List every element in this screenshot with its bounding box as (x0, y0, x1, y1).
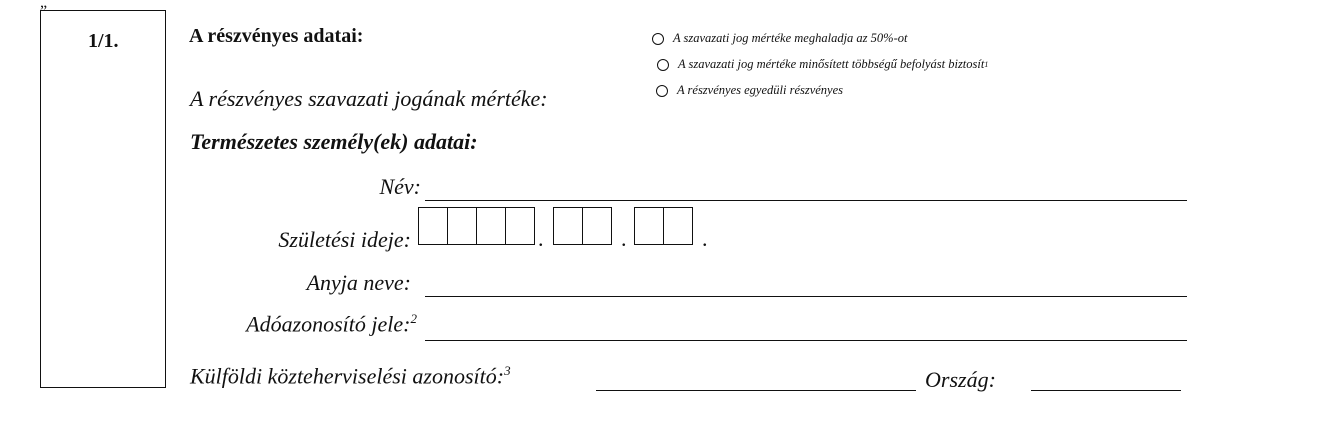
footnote-marker: 2 (410, 311, 417, 326)
voting-option-label: A szavazati jog mértéke minősített többségű befolyást biztosít (678, 57, 985, 71)
name-field[interactable] (425, 200, 1187, 201)
radio-icon[interactable] (652, 33, 664, 45)
natural-person-heading: Természetes személy(ek) adatai: (190, 129, 478, 154)
footnote-marker: 1 (984, 60, 989, 69)
opening-quote-mark: „ (40, 0, 48, 11)
voting-rights-label: A részvényes szavazati jogának mértéke: (190, 86, 548, 111)
digit-cell[interactable] (505, 208, 534, 244)
foreign-tax-id-field[interactable] (596, 390, 916, 391)
voting-option-sole-shareholder[interactable] (656, 83, 843, 98)
footnote-marker: 3 (504, 363, 511, 378)
digit-cell[interactable] (476, 208, 505, 244)
digit-cell[interactable] (582, 208, 611, 244)
voting-option-qualified-majority[interactable] (657, 57, 988, 72)
mother-name-field[interactable] (425, 296, 1187, 297)
name-label: Név: (379, 174, 421, 199)
digit-cell[interactable] (447, 208, 476, 244)
birth-day-field[interactable] (634, 207, 693, 245)
birth-year-field[interactable] (418, 207, 535, 245)
digit-cell[interactable] (635, 208, 663, 244)
tax-id-field[interactable] (425, 340, 1187, 341)
foreign-tax-id-label (190, 363, 511, 389)
radio-icon[interactable] (657, 59, 669, 71)
digit-cell[interactable] (663, 208, 692, 244)
birth-month-field[interactable] (553, 207, 612, 245)
section-number-box (40, 10, 166, 388)
voting-option-label: A részvényes egyedüli részvényes (677, 83, 844, 97)
date-separator: . (538, 226, 544, 251)
mother-name-label: Anyja neve: (306, 270, 411, 295)
section-number: 1/1. (88, 30, 119, 52)
tax-id-label (246, 311, 417, 337)
voting-option-over-50[interactable] (652, 31, 907, 46)
date-separator: . (702, 226, 708, 251)
birth-date-label: Születési ideje: (278, 227, 411, 252)
foreign-tax-id-label-text: Külföldi közteherviselési azonosító: (190, 363, 505, 389)
digit-cell[interactable] (419, 208, 447, 244)
country-field[interactable] (1031, 390, 1181, 391)
section-title: A részvényes adatai: (189, 25, 364, 47)
voting-option-label: A szavazati jog mértéke meghaladja az 50%-ot (673, 31, 908, 45)
date-separator: . (621, 226, 627, 251)
tax-id-label-text: Adóazonosító jele: (246, 311, 411, 337)
country-label: Ország: (925, 367, 996, 392)
radio-icon[interactable] (656, 85, 668, 97)
digit-cell[interactable] (554, 208, 582, 244)
